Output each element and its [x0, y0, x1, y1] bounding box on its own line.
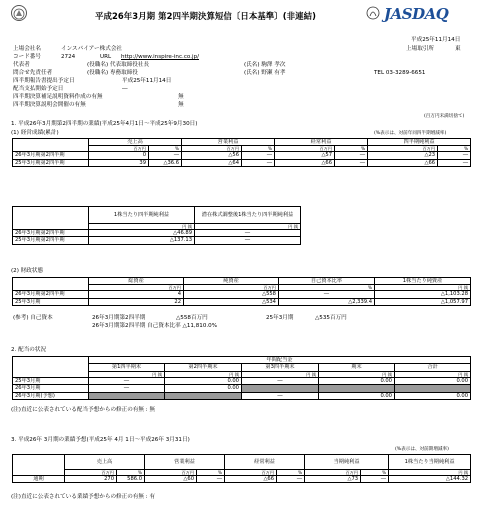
operating-results-note: (%表示は、対前年同四半期増減率) [374, 131, 447, 136]
table-cell: △64 [182, 159, 242, 166]
table-cell: 39 [89, 159, 149, 166]
annual-dividend-header: 年間配当金 [89, 357, 471, 364]
financial-position-heading: (2) 財政状態 [11, 268, 44, 274]
equity-ratio-note: 26年3月期第2四半期 自己資本比率 △11,810.0% [92, 323, 218, 329]
unit-cell: % [117, 470, 145, 476]
table-row [13, 159, 471, 166]
unit-cell: % [438, 146, 471, 152]
table-cell: ― [335, 152, 368, 159]
dividend-date-value: ― [122, 86, 128, 92]
diluted-eps-label: 潜在株式調整後1株当たり四半期純利益 [201, 211, 294, 218]
equity-reference-value2: △535百万円 [315, 315, 347, 321]
table-cell: ― [277, 476, 305, 483]
section1-title: 1. 平成26年3月期第2四半期の業績(平成25年4月1日～平成25年9月30日) [11, 121, 198, 127]
table-cell: ― [89, 385, 165, 392]
table-cell: 0.00 [395, 392, 471, 399]
dividends-heading: 2. 配当の状況 [11, 347, 47, 353]
row-label: 26年3月期第2四半期 [13, 291, 89, 298]
row-label: 25年3月期第2四半期 [13, 159, 89, 166]
col-header-ordinary-income: 経常利益 [225, 455, 305, 470]
table-cell: △1,057.97 [375, 298, 471, 305]
table-row [13, 291, 471, 298]
table-cell: △66 [275, 159, 335, 166]
table-cell: 0.00 [395, 377, 471, 384]
table-cell: 0.00 [165, 385, 242, 392]
table-row [13, 385, 471, 392]
eps-table [12, 206, 301, 245]
row-label: 26年3月期 [13, 385, 89, 392]
col-header-operating-income: 営業利益 [145, 455, 225, 470]
col-header-bps: 1株当たり純資産 [375, 278, 471, 285]
dividends-table [12, 356, 471, 400]
unit-cell: 百万円 [225, 470, 277, 476]
code-value: 2724 [61, 54, 76, 60]
unit-cell: 百万円 [184, 285, 279, 291]
equity-reference-label: (参考) 自己資本 [13, 315, 53, 321]
contact-label: 問合せ先責任者 [13, 70, 53, 76]
table-cell: △558 [184, 291, 279, 298]
unit-cell: 百万円 [368, 146, 438, 152]
col-header-operating-income: 営業利益 [182, 139, 275, 146]
supplementary-material-value: 無 [178, 94, 184, 100]
table-cell: △57 [275, 152, 335, 159]
col-header-year-end: 期末 [319, 364, 395, 371]
col-header-ordinary-income: 経常利益 [275, 139, 368, 146]
row-label: 通期 [13, 476, 65, 483]
table-row [13, 298, 471, 305]
unit-cell: 百万円 [89, 285, 184, 291]
table-cell: ― [242, 377, 319, 384]
col-header-equity-ratio: 自己資本比率 [279, 278, 375, 285]
table-cell: ― [242, 152, 275, 159]
unit-cell: 円 銭 [89, 371, 165, 377]
jasdaq-emblem-icon [366, 5, 380, 24]
listed-company-name: インスパイアー株式会社 [61, 46, 123, 52]
col-header-q1: 第1四半期末 [89, 364, 165, 371]
unit-cell: % [279, 285, 375, 291]
shaded-cell [89, 392, 165, 399]
representative-label: 代表者 [13, 62, 30, 68]
table-cell: ― [195, 237, 301, 244]
equity-reference-value1: △558百万円 [176, 315, 208, 321]
table-cell: 0.00 [319, 392, 395, 399]
representative-title: (役職名) 代表取締役社長 [87, 62, 150, 68]
forecast-table [12, 454, 471, 483]
unit-cell: 百万円 [145, 470, 197, 476]
dividend-date-label: 配当支払開始予定日 [13, 86, 64, 92]
table-cell: 22 [89, 298, 184, 305]
unit-cell: % [197, 470, 225, 476]
col-header-sales: 売上高 [89, 139, 182, 146]
unit-cell: 円 銭 [89, 224, 195, 230]
unit-cell: % [242, 146, 275, 152]
table-cell: △56 [182, 152, 242, 159]
row-label: 25年3月期 [13, 377, 89, 384]
briefing-label: 四半期決算説明会開催の有無 [13, 102, 86, 108]
table-corner [13, 357, 89, 364]
row-label: 26年3月期(予想) [13, 392, 89, 399]
unit-cell: % [335, 146, 368, 152]
table-cell: △73 [305, 476, 361, 483]
table-cell: ― [438, 159, 471, 166]
listed-company-label: 上場会社名 [13, 46, 41, 52]
table-corner [13, 455, 65, 470]
table-cell: ― [279, 291, 375, 298]
table-cell: ― [149, 152, 182, 159]
table-cell: 586.0 [117, 476, 145, 483]
table-row [13, 377, 471, 384]
unit-cell: 円 銭 [242, 371, 319, 377]
report-date-value: 平成25年11月14日 [122, 78, 172, 84]
unit-cell: 百万円 [305, 470, 361, 476]
exchange-value: 東 [455, 46, 461, 52]
contact-tel: TEL 03-3289-6651 [374, 70, 426, 76]
col-header-net-assets: 純資産 [184, 278, 279, 285]
representative-name: (氏名) 駒澤 孝次 [244, 62, 286, 68]
unit-cell: 百万円 [65, 470, 117, 476]
table-cell: △66 [368, 159, 438, 166]
shaded-cell [165, 392, 242, 399]
unit-cell: 百万円 [275, 146, 335, 152]
unit-cell: 百万円 [182, 146, 242, 152]
col-header-net-income: 四半期純利益 [368, 139, 471, 146]
jasdaq-logo: JASDAQ [384, 5, 449, 23]
unit-cell: % [277, 470, 305, 476]
table-corner [13, 139, 89, 146]
equity-reference-period2: 25年3月期 [266, 315, 294, 321]
col-header-q3: 第3四半期末 [242, 364, 319, 371]
table-row [13, 152, 471, 159]
unit-cell: 円 銭 [395, 371, 471, 377]
code-label: コード番号 [13, 54, 41, 60]
unit-cell: 円 銭 [165, 371, 242, 377]
shaded-cell [319, 385, 395, 392]
table-row [13, 237, 301, 244]
report-date: 平成25年11月14日 [411, 37, 461, 43]
shaded-cell [242, 385, 319, 392]
table-cell: ― [242, 159, 275, 166]
document-title: 平成26年3月期 第2四半期決算短信〔日本基準〕(非連結) [95, 11, 317, 21]
table-corner [13, 278, 89, 285]
table-cell: 0.00 [319, 377, 395, 384]
row-label: 26年3月期第2四半期 [13, 152, 89, 159]
col-header-sales: 売上高 [65, 455, 145, 470]
table-cell: △144.32 [389, 476, 471, 483]
col-header-q2: 第2四半期末 [165, 364, 242, 371]
unit-cell: 円 銭 [375, 285, 471, 291]
col-header-total-assets: 総資産 [89, 278, 184, 285]
table-cell: ― [361, 476, 389, 483]
table-cell: ― [197, 476, 225, 483]
table-row [13, 230, 301, 237]
unit-cell: % [149, 146, 182, 152]
url-label: URL [100, 54, 112, 60]
company-url-link[interactable]: http://www.inspire-inc.co.jp/ [121, 54, 200, 60]
table-cell: 0.00 [165, 377, 242, 384]
dividend-revision-note: (注)直近に公表されている配当予想からの修正の有無 : 無 [11, 407, 156, 413]
exchange-label: 上場取引所 [406, 46, 434, 52]
row-label: 25年3月期第2四半期 [13, 237, 89, 244]
shaded-cell [395, 385, 471, 392]
supplementary-material-label: 四半期決算補足説明資料作成の有無 [13, 94, 103, 100]
table-row [13, 476, 471, 483]
col-header-total: 合計 [395, 364, 471, 371]
table-cell: 4 [89, 291, 184, 298]
unit-cell: % [361, 470, 389, 476]
contact-title: (役職名) 専務取締役 [87, 70, 138, 76]
forecast-revision-note: (注)直近に公表されている業績予想からの修正の有無 : 有 [11, 494, 156, 500]
unit-cell: 円 銭 [195, 224, 301, 230]
row-label: 25年3月期 [13, 298, 89, 305]
eps-label: 1株当たり当期純利益 [404, 458, 455, 465]
equity-reference-period1: 26年3月期第2四半期 [92, 315, 146, 321]
unit-cell: 円 銭 [319, 371, 395, 377]
forecast-heading: 3. 平成26年 3月期の業績予想(平成25年 4月 1日～平成26年 3月31日) [11, 437, 190, 443]
contact-name: (氏名) 野瀬 有孝 [244, 70, 286, 76]
table-cell: △137.13 [89, 237, 195, 244]
briefing-value: 無 [178, 102, 184, 108]
col-header-diluted-eps [195, 207, 301, 224]
unit-cell: 百万円 [89, 146, 149, 152]
table-cell: ― [89, 377, 165, 384]
table-corner [13, 207, 89, 224]
table-cell: △1,103.28 [375, 291, 471, 298]
table-cell: △66 [225, 476, 277, 483]
table-cell: △46.89 [89, 230, 195, 237]
table-cell: 270 [65, 476, 117, 483]
operating-results-table [12, 138, 471, 167]
table-cell: △23 [368, 152, 438, 159]
table-cell: ― [438, 152, 471, 159]
report-date-label: 四半期報告書提出予定日 [13, 78, 75, 84]
financial-position-table [12, 277, 471, 306]
table-cell: 0 [89, 152, 149, 159]
operating-results-heading: (1) 経営成績(累計) [11, 130, 59, 136]
table-cell: ― [242, 392, 319, 399]
unit-cell: 円 銭 [389, 470, 471, 476]
col-header-eps: 1株当たり四半期純利益 [89, 207, 195, 224]
table-cell: ― [335, 159, 368, 166]
row-label: 26年3月期第2四半期 [13, 230, 89, 237]
table-cell: △36.6 [149, 159, 182, 166]
forecast-note: (%表示は、対前期増減率) [395, 447, 449, 452]
table-corner [13, 364, 89, 371]
table-cell: △60 [145, 476, 197, 483]
col-header-eps [389, 455, 471, 470]
unit-note: (百万円未満切捨て) [424, 114, 465, 119]
table-row [13, 392, 471, 399]
table-cell: △534 [184, 298, 279, 305]
table-cell: △2,339.4 [279, 298, 375, 305]
col-header-net-income: 当期純利益 [305, 455, 389, 470]
emblem-icon [11, 5, 27, 21]
table-cell: ― [195, 230, 301, 237]
